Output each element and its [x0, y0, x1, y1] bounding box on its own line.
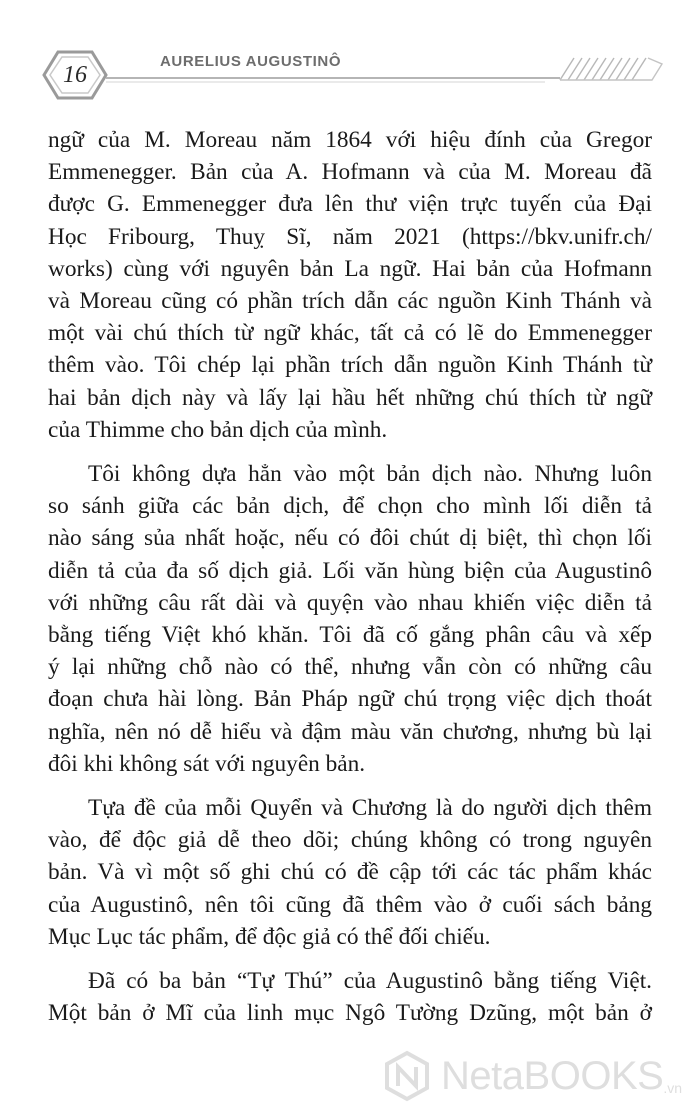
- text-line: thêm vào. Tôi chép lại phần trích dẫn nguồn Kinh Thánh từ: [48, 352, 652, 379]
- text-line: so sánh giữa các bản dịch, để chọn cho mình lối diễn tả: [48, 493, 652, 520]
- watermark-suffix: .vn: [663, 1080, 682, 1096]
- text-line: Học Fribourg, Thuỵ Sĩ, năm 2021 (https://bkv.unifr.ch/: [48, 223, 652, 250]
- page-number: 16: [63, 61, 87, 88]
- text-line: Một bản ở Mĩ của linh mục Ngô Tường Dzũng, một bản ở: [48, 1000, 652, 1027]
- text-line: diễn tả của đa số dịch giả. Lối văn hùng biện của Augustinô: [48, 557, 652, 584]
- text-line: Đã có ba bản “Tự Thú” của Augustinô bằng tiếng Việt.: [88, 968, 652, 995]
- text-line: hai bản dịch này và lấy lại hầu hết những chú thích từ ngữ: [48, 384, 652, 411]
- netabooks-logo-icon: [381, 1050, 433, 1102]
- text-line: với những câu rất dài và quyện vào nhau khiến việc diễn tả: [48, 589, 652, 616]
- paragraph-1: [48, 124, 652, 446]
- text-line: bản. Và vì một số ghi chú có đề cập tới các tác phẩm khác: [48, 859, 652, 886]
- netabooks-watermark: [381, 1048, 682, 1104]
- text-line: của Augustinô, nên tôi cũng đã thêm vào ở cuối sách bảng: [48, 891, 652, 918]
- paragraph-2: [48, 458, 652, 780]
- text-line: Tôi không dựa hẳn vào một bản dịch nào. Nhưng luôn: [88, 461, 652, 488]
- text-line: một vài chú thích từ ngữ khác, tất cả có lẽ do Emmenegger: [48, 320, 652, 347]
- text-line: Emmenegger. Bản của A. Hofmann và của M. Moreau đã: [48, 159, 652, 186]
- paragraph-4: [48, 965, 652, 1029]
- text-line: ý lại những chỗ nào có thể, nhưng vẫn còn có những câu: [48, 654, 652, 681]
- paragraph-3: [48, 792, 652, 953]
- watermark-brand: NetaBOOKS: [441, 1053, 664, 1098]
- text-line: vào, để độc giả dễ theo dõi; chúng không có trong nguyên: [48, 827, 652, 854]
- page-header: [0, 0, 700, 110]
- text-line: ngữ của M. Moreau năm 1864 với hiệu đính của Gregor: [48, 127, 652, 153]
- text-line: nghĩa, nên nó dễ hiểu và đậm màu văn chương, nhưng bù lại: [48, 718, 652, 745]
- text-line: đoạn chưa hài lòng. Bản Pháp ngữ chú trọng việc dịch thoát: [48, 686, 652, 713]
- body-text: [48, 124, 652, 1029]
- text-line: works) cùng với nguyên bản La ngữ. Hai bản của Hofmann: [48, 255, 652, 282]
- text-line: Mục Lục tác phẩm, để độc giả có thể đối chiếu.: [48, 923, 491, 950]
- text-line: nào sáng sủa nhất hoặc, nếu có đôi chút dị biệt, thì chọn lối: [48, 525, 652, 552]
- text-line: và Moreau cũng có phần trích dẫn các nguồn Kinh Thánh và: [48, 288, 652, 315]
- text-line: Tựa đề của mỗi Quyển và Chương là do người dịch thêm: [88, 795, 652, 822]
- text-line: đôi khi không sát với nguyên bản.: [48, 750, 366, 777]
- text-line: được G. Emmenegger đưa lên thư viện trực tuyến của Đại: [48, 191, 652, 218]
- running-title: AURELIUS AUGUSTINÔ: [160, 53, 342, 70]
- text-line: bằng tiếng Việt khó khăn. Tôi đã cố gắng phân câu và xếp: [48, 622, 652, 649]
- text-line: của Thimme cho bản dịch của mình.: [48, 416, 388, 443]
